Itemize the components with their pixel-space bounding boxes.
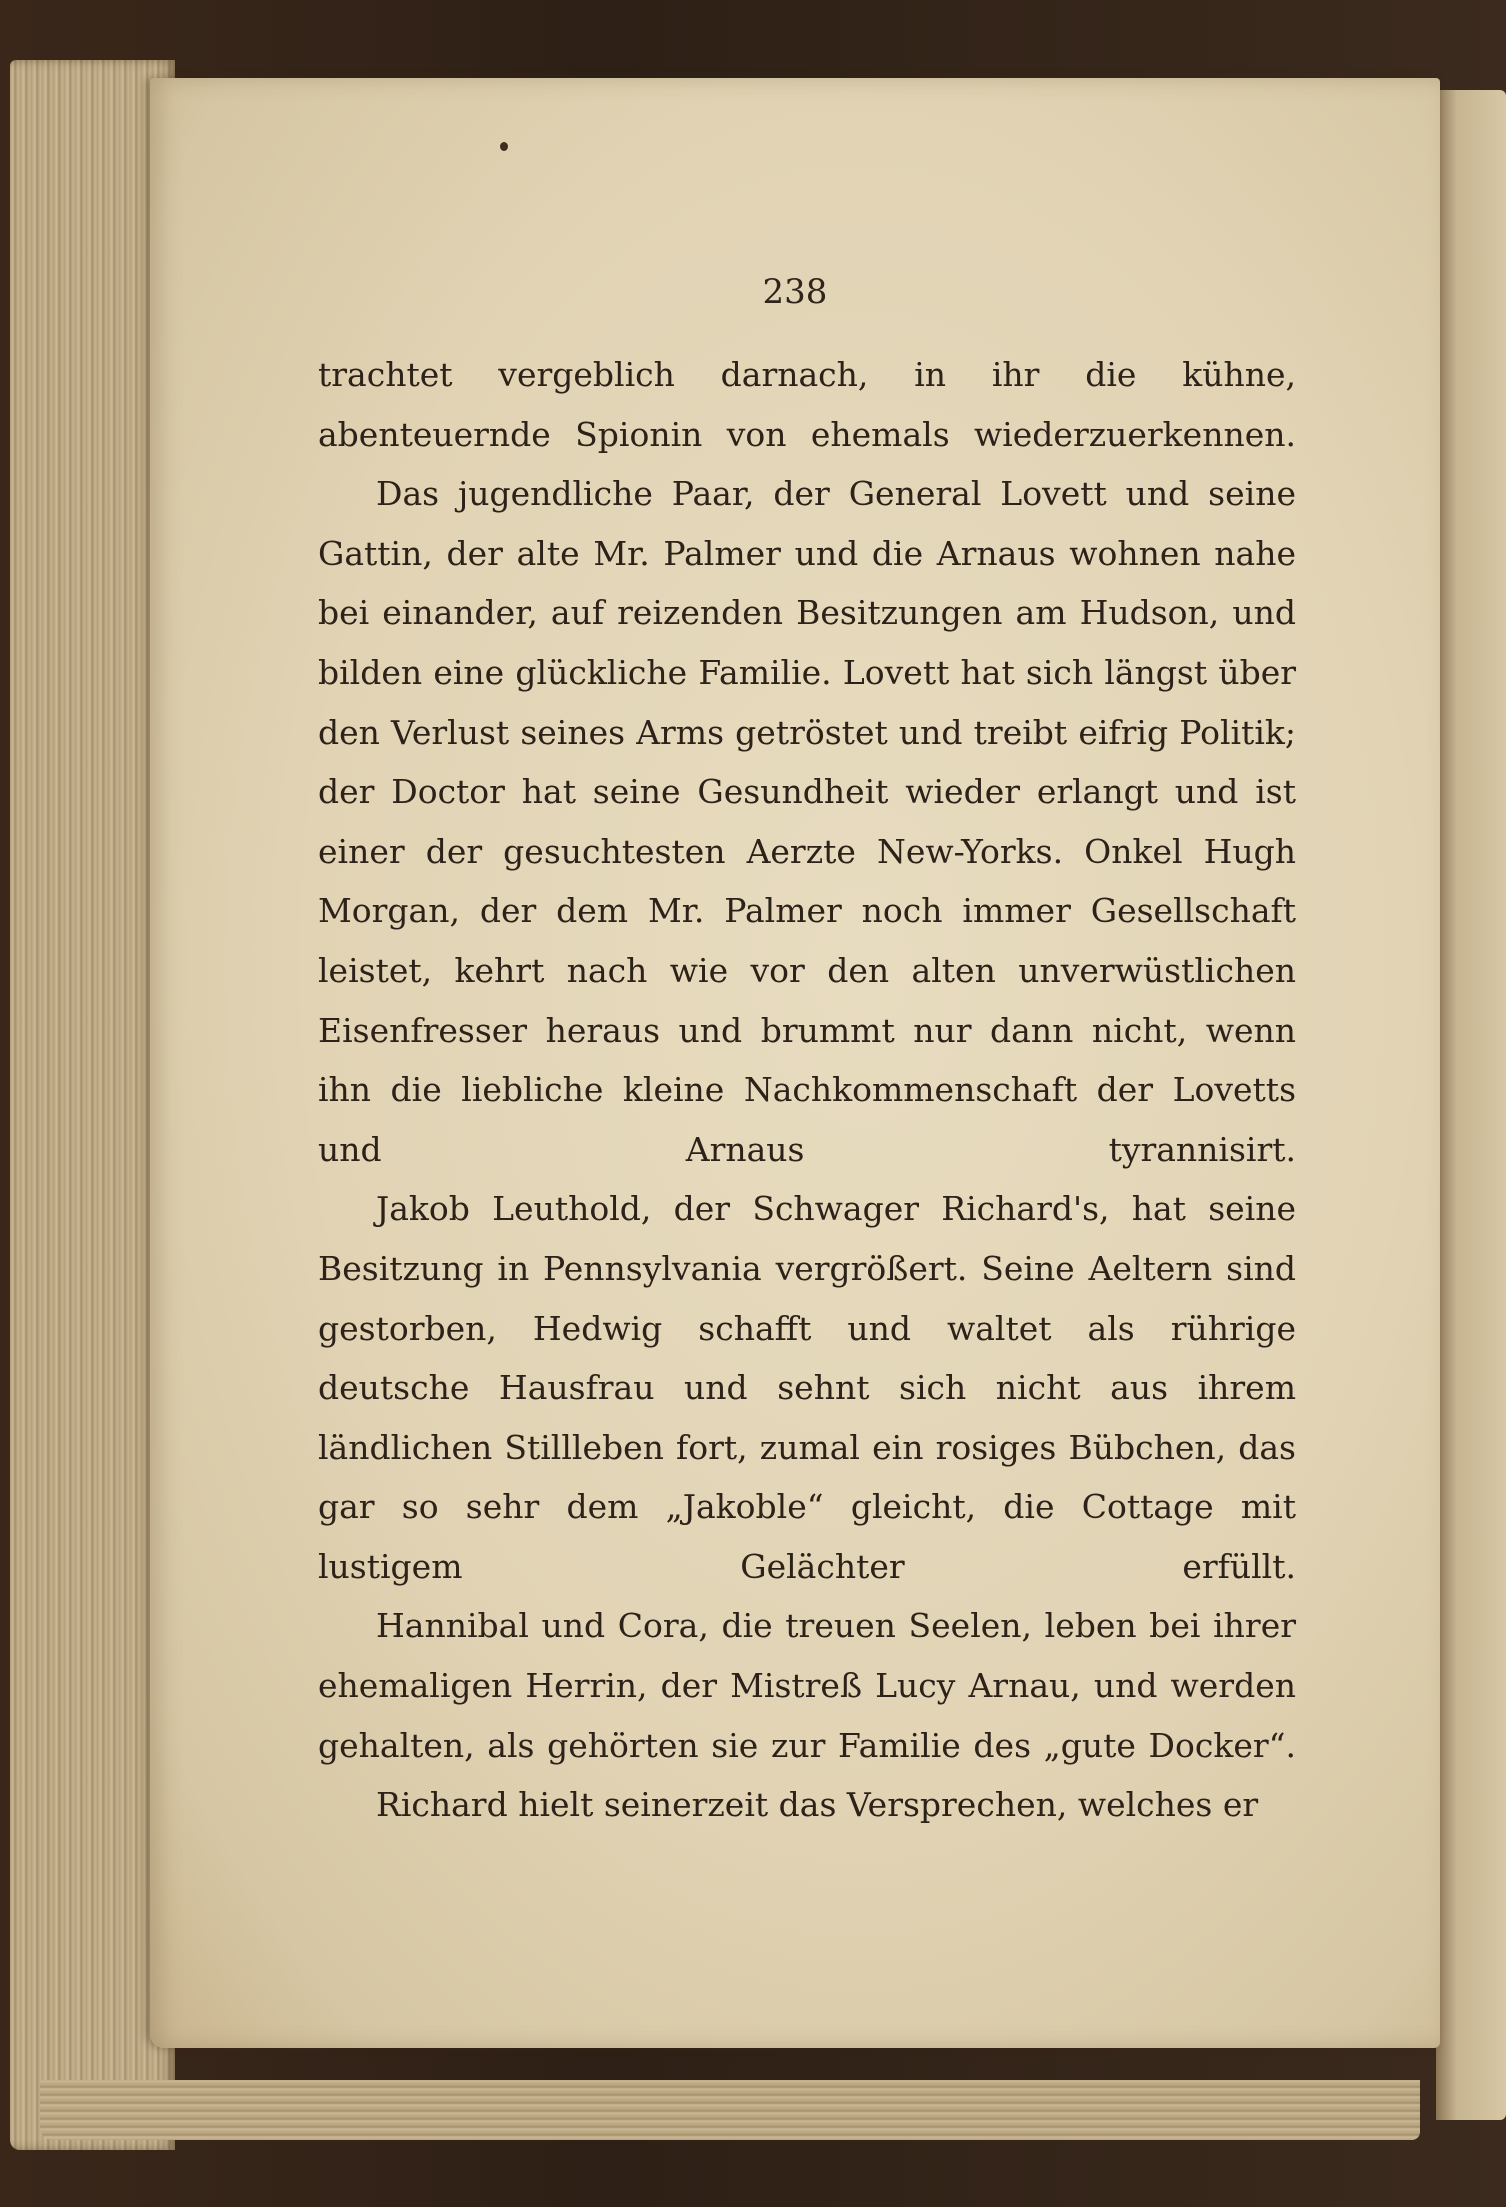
page-number: 238 bbox=[762, 272, 828, 312]
page-edges-bottom bbox=[40, 2080, 1420, 2140]
page-text bbox=[318, 345, 1296, 1835]
facing-page-edge bbox=[1436, 90, 1506, 2120]
paragraph-3: Jakob Leuthold, der Schwager Richard's, hat seine Besitzung in Pennsylvania vergrößert. Seine Aeltern sind gestorben, Hedwig schafft und waltet als rührige deutsche Hausfrau und sehnt sich nicht aus ihrem ländlichen Stillleben fort, zumal ein rosiges Bübchen, das gar so sehr dem „Jakoble“ gleicht, die Cottage mit lustigem Gelächter erfüllt. bbox=[318, 1189, 1296, 1586]
paragraph-5: Richard hielt seinerzeit das Versprechen, welches er bbox=[376, 1785, 1259, 1825]
paragraph-2: Das jugendliche Paar, der General Lovett und seine Gattin, der alte Mr. Palmer und die Arnaus wohnen nahe bei einander, auf reizenden Besitzungen am Hudson, und bilden eine glückliche Familie. Lovett hat sich längst über den Verlust seines Arms getröstet und treibt eifrig Politik; der Doctor hat seine Gesundheit wieder erlangt und ist einer der gesuchtesten Aerzte New-Yorks. Onkel Hugh Morgan, der dem Mr. Palmer noch immer Gesellschaft leistet, kehrt nach wie vor den alten unverwüstlichen Eisenfresser heraus und brummt nur dann nicht, wenn ihn die liebliche kleine Nachkommenschaft der Lovetts und Arnaus tyrannisirt. bbox=[318, 474, 1296, 1169]
paragraph-4: Hannibal und Cora, die treuen Seelen, leben bei ihrer ehemaligen Herrin, der Mistreß Lucy Arnau, und werden gehalten, als gehörten sie zur Familie des „gute Docker“. bbox=[318, 1606, 1296, 1765]
paragraph-1: trachtet vergeblich darnach, in ihr die kühne, abenteuernde Spionin von ehemals wiederzuerkennen. bbox=[318, 355, 1296, 454]
ink-speck bbox=[500, 142, 508, 151]
